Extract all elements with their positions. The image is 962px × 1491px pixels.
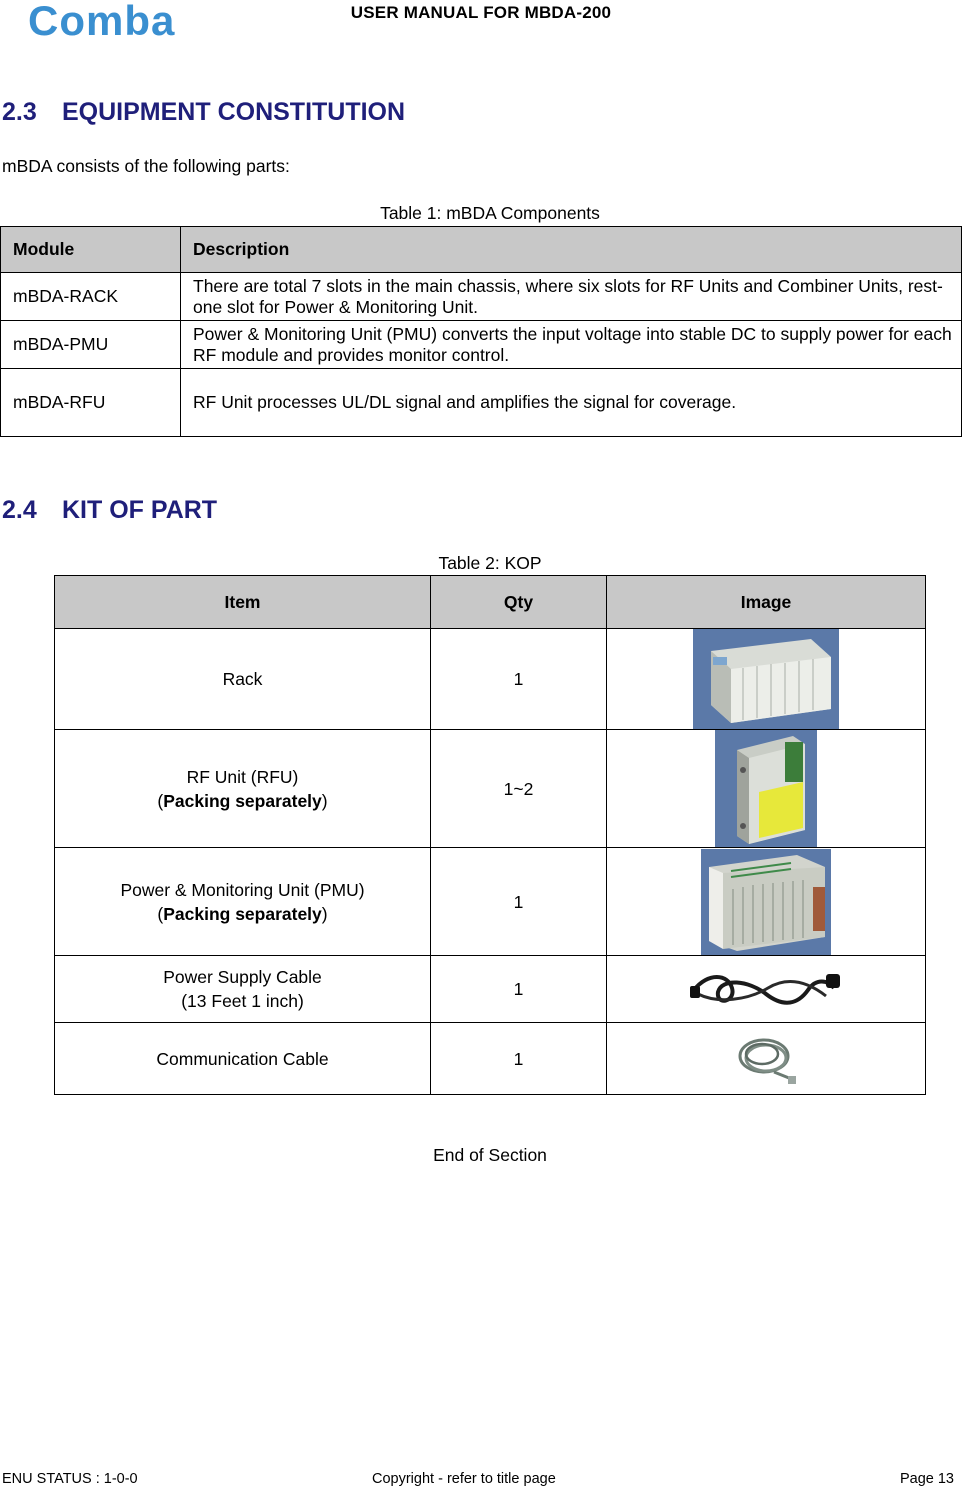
item-cell — [55, 848, 431, 956]
item-cell — [55, 956, 431, 1023]
description-cell: RF Unit processes UL/DL signal and amplifies the signal for coverage. — [181, 369, 962, 437]
qty-cell: 1 — [431, 956, 607, 1023]
image-cell — [607, 848, 926, 956]
manual-title: USER MANUAL FOR MBDA-200 — [350, 3, 612, 22]
qty-cell: 1 — [431, 848, 607, 956]
module-cell: mBDA-RFU — [1, 369, 181, 437]
module-cell: mBDA-PMU — [1, 321, 181, 369]
qty-cell: 1 — [431, 1023, 607, 1095]
end-of-section: End of Section — [433, 1145, 547, 1165]
item-cell — [55, 730, 431, 848]
item-note: (Packing separately) — [157, 790, 328, 811]
column-header: Item — [55, 576, 431, 629]
section-heading-2-3 — [2, 98, 405, 127]
item-cell — [55, 629, 431, 730]
table-row — [55, 1023, 926, 1095]
item-name: Communication Cable — [156, 1048, 329, 1069]
table-row — [55, 848, 926, 956]
section-title: KIT OF PART — [62, 496, 218, 524]
table-2-caption: Table 2: KOP — [438, 553, 542, 573]
table-header-row — [55, 576, 926, 629]
footer-page-number: Page 13 — [899, 1471, 954, 1487]
rf-unit-image — [715, 730, 817, 847]
table-header-row — [1, 227, 962, 273]
image-cell — [607, 730, 926, 848]
table-row — [1, 273, 962, 321]
item-length: (13 Feet 1 inch) — [181, 991, 304, 1011]
components-table — [0, 226, 962, 437]
image-cell — [607, 1023, 926, 1095]
packing-note: Packing separately — [163, 790, 322, 811]
section-number: 2.3 — [2, 98, 37, 126]
table-1-caption: Table 1: mBDA Components — [380, 203, 600, 223]
communication-cable-image — [734, 1030, 798, 1088]
item-name: Power Supply Cable — [163, 967, 322, 987]
footer-status: ENU STATUS : 1-0-0 — [2, 1471, 138, 1487]
description-cell: Power & Monitoring Unit (PMU) converts the input voltage into stable DC to supply power for each RF module and provides monitor control. — [181, 321, 962, 369]
item-cell — [55, 1023, 431, 1095]
section-title: EQUIPMENT CONSTITUTION — [62, 98, 406, 126]
item-note: (Packing separately) — [157, 903, 328, 924]
table-row — [55, 629, 926, 730]
item-name: RF Unit (RFU) — [186, 766, 299, 787]
table-row — [1, 321, 962, 369]
table-row — [55, 956, 926, 1023]
qty-cell: 1 — [431, 629, 607, 730]
intro-paragraph: mBDA consists of the following parts: — [2, 156, 290, 176]
power-cable-image — [688, 964, 844, 1014]
packing-note: Packing separately — [163, 903, 322, 924]
column-header: Image — [607, 576, 926, 629]
description-cell: There are total 7 slots in the main chassis, where six slots for RF Units and Combiner Units, rest-one slot for Power & Monitoring Unit. — [181, 273, 962, 321]
kop-table — [54, 575, 926, 1095]
qty-cell: 1~2 — [431, 730, 607, 848]
rack-image — [693, 629, 839, 729]
module-cell: mBDA-RACK — [1, 273, 181, 321]
column-header: Module — [1, 227, 181, 273]
svg-text:Comba: Comba — [28, 2, 176, 40]
image-cell — [607, 629, 926, 730]
table-row — [1, 369, 962, 437]
column-header: Description — [181, 227, 962, 273]
section-heading-2-4 — [2, 496, 217, 525]
item-name: Rack — [222, 669, 263, 689]
pmu-image — [701, 849, 831, 955]
section-number: 2.4 — [2, 496, 37, 524]
image-cell — [607, 956, 926, 1023]
item-name: Power & Monitoring Unit (PMU) — [120, 879, 365, 900]
footer-copyright: Copyright - refer to title page — [372, 1471, 556, 1487]
column-header: Qty — [431, 576, 607, 629]
table-row — [55, 730, 926, 848]
